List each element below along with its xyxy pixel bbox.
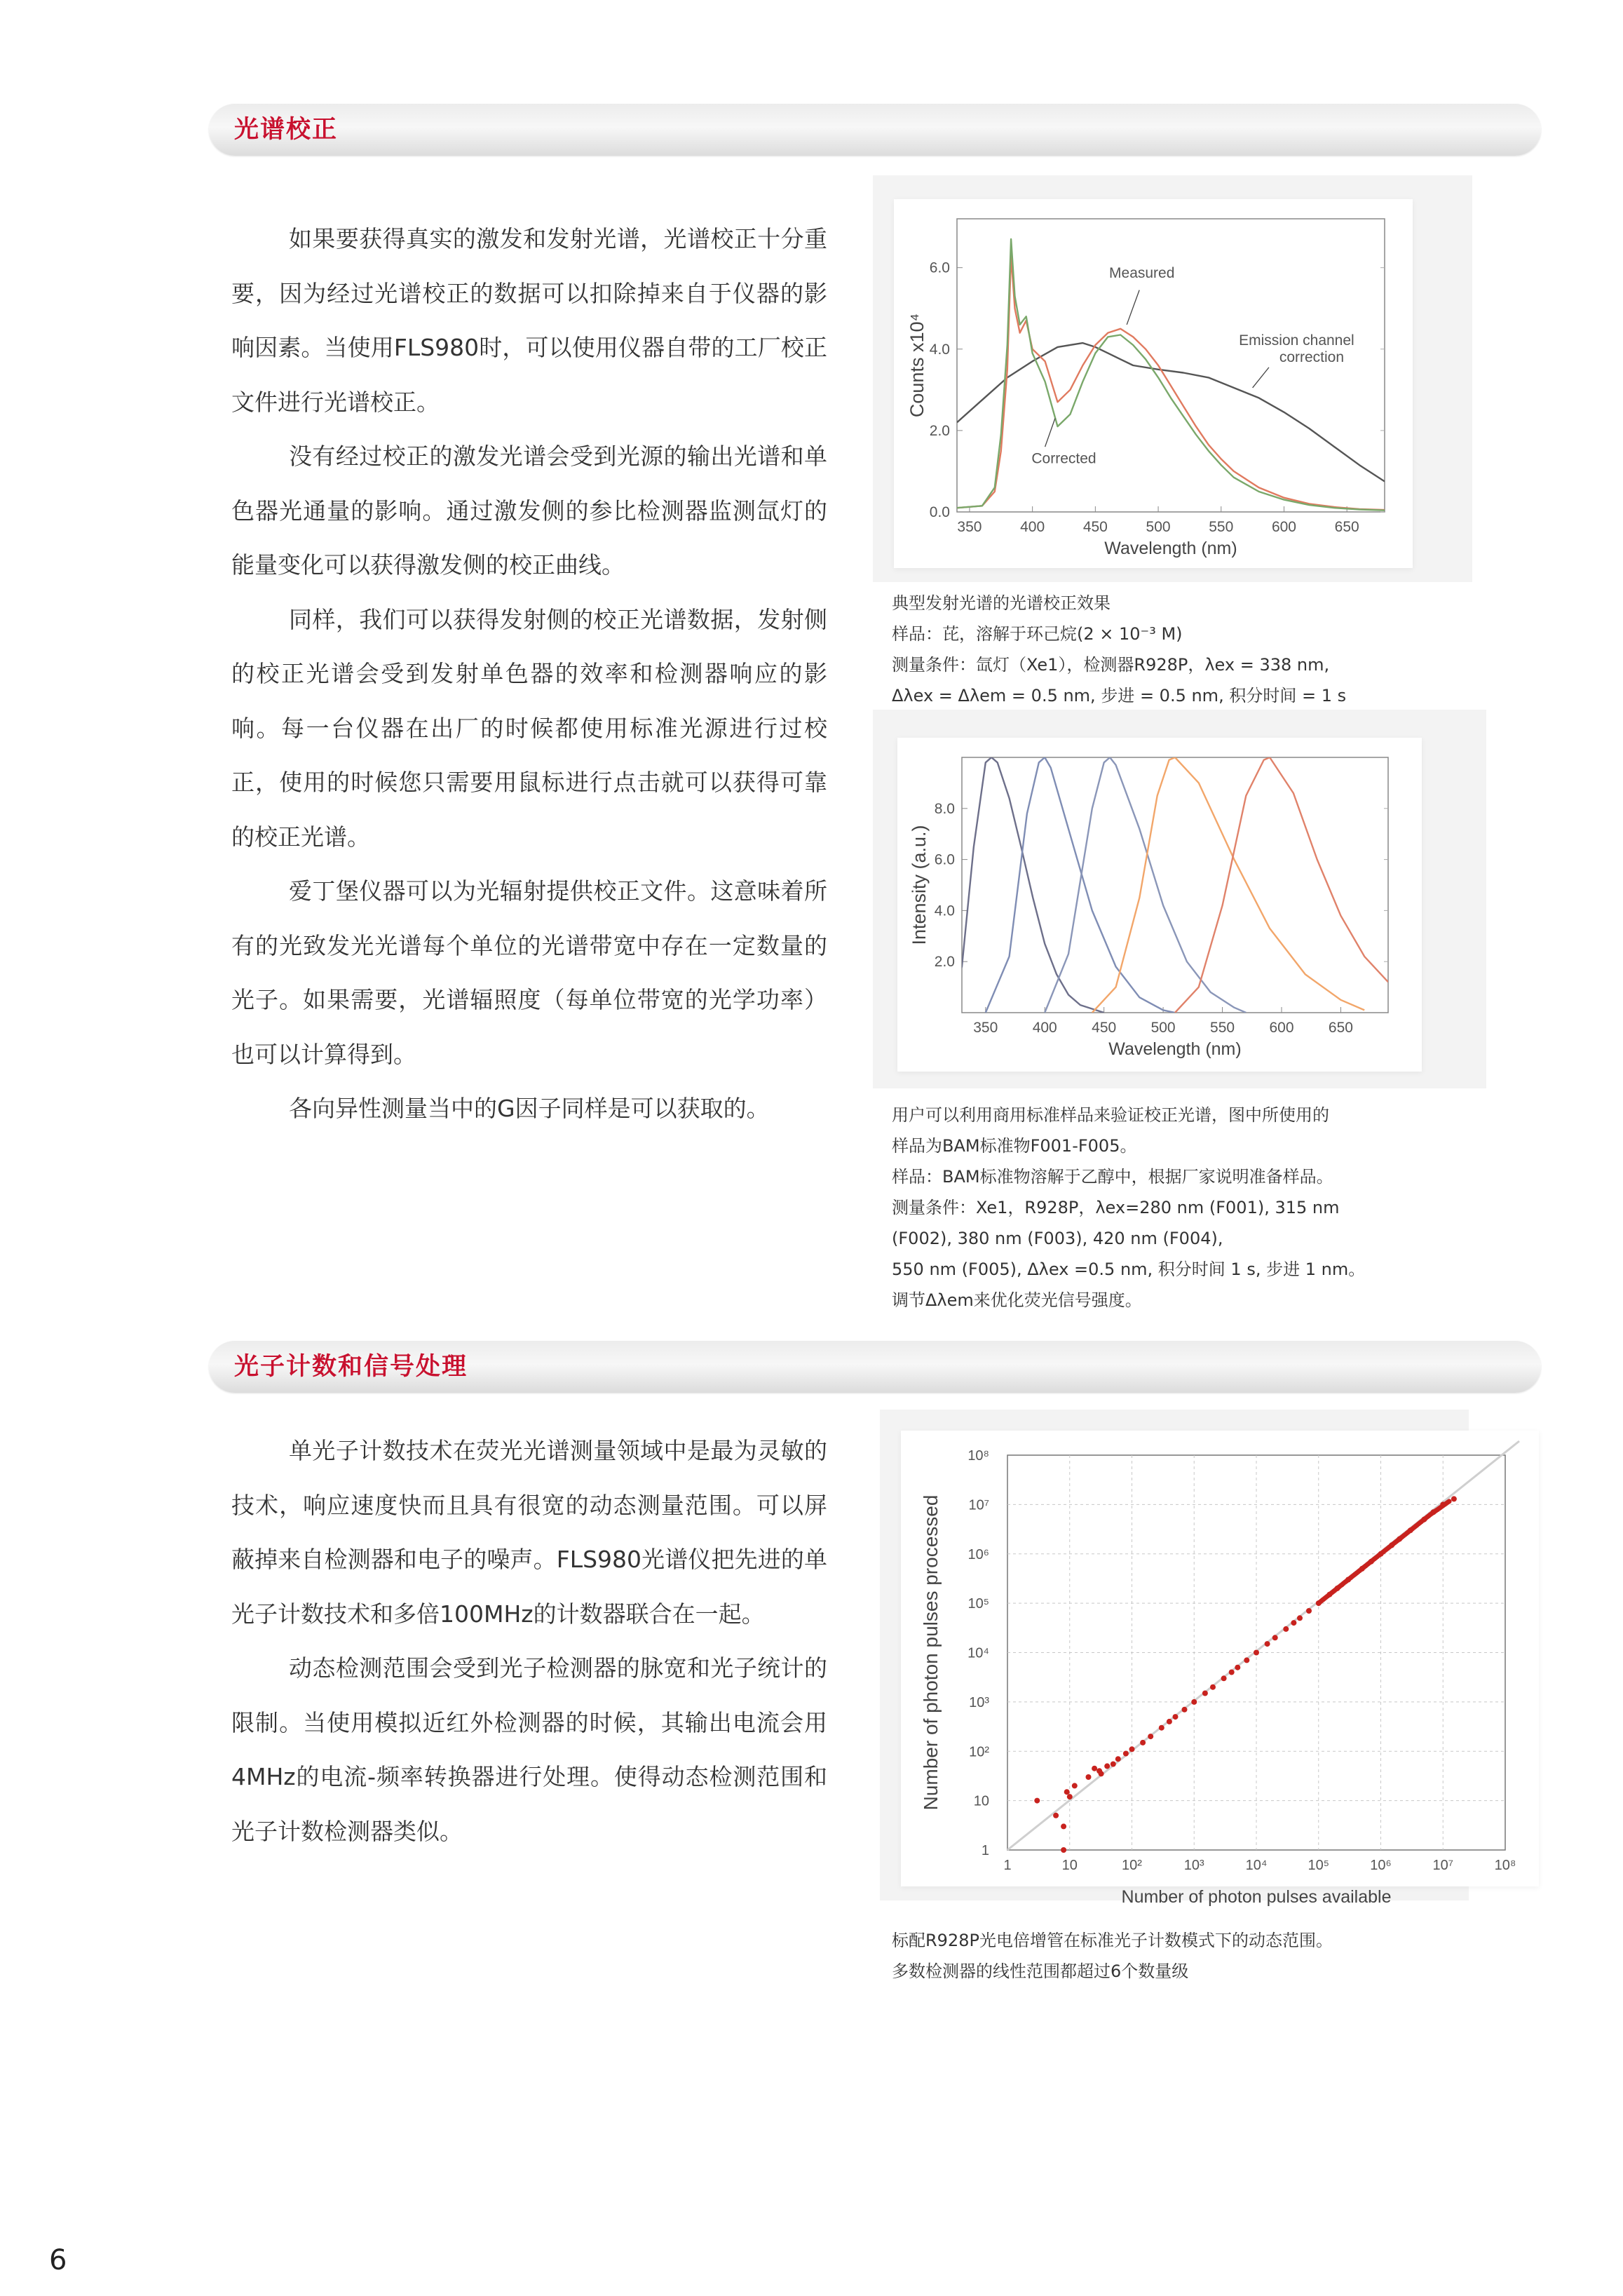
- data-point: [1053, 1813, 1059, 1818]
- caption-line: (F002), 380 nm (F003), 420 nm (F004),: [892, 1229, 1223, 1248]
- series-line-f003: [1045, 757, 1246, 1013]
- section-title: 光谱校正: [234, 116, 339, 144]
- data-point: [1072, 1783, 1078, 1788]
- x-tick-label: 600: [1271, 519, 1296, 535]
- data-point: [1210, 1684, 1216, 1690]
- data-point: [1140, 1740, 1146, 1745]
- chart1-svg: [894, 199, 1413, 568]
- x-tick-label: 10⁶: [1370, 1858, 1392, 1873]
- data-point: [1086, 1774, 1092, 1780]
- paragraph: 如果要获得真实的激发和发射光谱，光谱校正十分重要，因为经过光谱校正的数据可以扣除掉来自于仪器的影响因素。当使用FLS980时，可以使用仪器自带的工厂校正文件进行光谱校正。: [231, 225, 827, 416]
- data-point: [1061, 1823, 1066, 1829]
- y-tick-label: 10²: [969, 1744, 989, 1760]
- caption-line: 样品：芘，溶解于环己烷(2 × 10⁻³ M): [892, 624, 1183, 644]
- figure1-caption: [892, 588, 1474, 711]
- caption-line: 样品：BAM标准物溶解于乙醇中，根据厂家说明准备样品。: [892, 1167, 1333, 1187]
- data-point: [1064, 1789, 1070, 1795]
- data-point: [1034, 1798, 1040, 1804]
- data-point: [1229, 1670, 1235, 1675]
- section-header-photon-counting: [209, 1341, 1541, 1393]
- x-tick-label: 450: [1092, 1020, 1117, 1036]
- paragraph: 同样，我们可以获得发射侧的校正光谱数据，发射侧的校正光谱会受到发射单色器的效率和检测器响应的影响。每一台仪器在出厂的时候都使用标准光源进行过校正，使用的时候您只需要用鼠标进行点击就可以获得可靠的校正光谱。: [231, 605, 827, 851]
- x-tick-label: 500: [1146, 519, 1171, 535]
- section1-body: [231, 212, 827, 1136]
- y-tick-label: 1: [981, 1843, 989, 1858]
- data-point: [1297, 1615, 1303, 1621]
- x-tick-label: 650: [1328, 1020, 1353, 1036]
- data-point: [1129, 1746, 1135, 1752]
- data-point: [1244, 1657, 1249, 1663]
- series-line-f004: [1092, 757, 1364, 1013]
- data-point: [1115, 1756, 1121, 1762]
- figure1-chart: [894, 199, 1413, 568]
- y-tick-label: 2.0: [929, 422, 950, 439]
- data-point: [1099, 1771, 1104, 1776]
- plot-frame: [962, 757, 1388, 1013]
- data-point: [1104, 1763, 1110, 1769]
- x-tick-label: 400: [1020, 519, 1045, 535]
- data-point: [1291, 1620, 1296, 1626]
- chart3-svg: [901, 1431, 1539, 1907]
- x-tick-label: 400: [1032, 1020, 1057, 1036]
- paragraph: 单光子计数技术在荧光光谱测量领域中是最为灵敏的技术，响应速度快而且具有很宽的动态测量范围。可以屏蔽掉来自检测器和电子的噪声。FLS980光谱仪把先进的单光子计数技术和多倍100MHz的计数器联合在一起。: [231, 1437, 827, 1628]
- figure3-chart: [901, 1431, 1539, 1907]
- annotation-corrected: Corrected: [1031, 450, 1096, 467]
- figure3-caption: [892, 1925, 1474, 1987]
- paragraph: 各向异性测量当中的G因子同样是可以获取的。: [289, 1095, 770, 1122]
- data-point: [1159, 1725, 1164, 1731]
- annotation-pointer: [1045, 418, 1055, 447]
- x-tick-label: 450: [1082, 519, 1108, 535]
- data-point: [1067, 1794, 1073, 1799]
- y-tick-label: 6.0: [934, 851, 955, 868]
- data-point: [1202, 1691, 1208, 1696]
- y-tick-label: 10: [973, 1793, 989, 1809]
- x-axis-label: Wavelength (nm): [1108, 1039, 1242, 1059]
- figure2-caption: [892, 1100, 1474, 1316]
- x-tick-label: 10⁷: [1432, 1858, 1453, 1873]
- x-tick-label: 10⁸: [1494, 1858, 1516, 1873]
- caption-line: 多数检测器的线性范围都超过6个数量级: [892, 1961, 1189, 1981]
- y-axis-label: Intensity (a.u.): [909, 825, 930, 945]
- y-tick-label: 4.0: [929, 341, 950, 358]
- data-point: [1447, 1499, 1452, 1504]
- annotation-measured: Measured: [1109, 265, 1175, 282]
- section-header-spectral-correction: [209, 104, 1541, 156]
- series-line-measured: [957, 255, 1385, 510]
- data-point: [1451, 1496, 1457, 1501]
- annotation-pointer: [1127, 290, 1139, 325]
- x-tick-label: 10⁵: [1308, 1858, 1330, 1873]
- caption-line: 样品为BAM标准物F001-F005。: [892, 1136, 1137, 1156]
- x-tick-label: 10: [1061, 1858, 1078, 1873]
- data-point: [1221, 1675, 1227, 1681]
- caption-line: Δλex = Δλem = 0.5 nm, 步进 = 0.5 nm, 积分时间 = 1 s: [892, 686, 1347, 705]
- y-axis-label: Number of photon pulses processed: [920, 1494, 942, 1811]
- x-tick-label: 350: [973, 1020, 998, 1036]
- x-tick-label: 550: [1210, 1020, 1235, 1036]
- caption-line: 测量条件：Xe1，R928P，λex=280 nm (F001), 315 nm: [892, 1198, 1340, 1217]
- data-point: [1235, 1665, 1240, 1670]
- data-point: [1306, 1608, 1312, 1614]
- page-number: 6: [49, 2244, 67, 2276]
- paragraph: 爱丁堡仪器可以为光辐射提供校正文件。这意味着所有的光致发光光谱每个单位的光谱带宽中存在一定数量的光子。如果需要，光谱辐照度（每单位带宽的光学功率）也可以计算得到。: [231, 877, 827, 1068]
- x-tick-label: 650: [1334, 519, 1359, 535]
- x-tick-label: 350: [957, 519, 982, 535]
- data-point: [1111, 1762, 1116, 1767]
- data-point: [1092, 1766, 1097, 1771]
- x-tick-label: 1: [1003, 1858, 1012, 1873]
- plot-frame: [957, 219, 1385, 512]
- y-tick-label: 10³: [969, 1694, 989, 1710]
- y-tick-label: 4.0: [934, 903, 955, 919]
- y-tick-label: 10⁷: [968, 1497, 989, 1513]
- data-point: [1167, 1719, 1172, 1724]
- y-tick-label: 0.0: [929, 504, 950, 520]
- x-axis-label: Number of photon pulses available: [1121, 1887, 1392, 1907]
- x-axis-label: Wavelength (nm): [1104, 539, 1237, 558]
- paragraph: 动态检测范围会受到光子检测器的脉宽和光子统计的限制。当使用模拟近红外检测器的时候，其输出电流会用4MHz的电流-频率转换器进行处理。使得动态检测范围和光子计数检测器类似。: [231, 1654, 827, 1845]
- y-tick-label: 2.0: [934, 954, 955, 971]
- data-point: [1191, 1699, 1197, 1705]
- caption-line: 测量条件：氙灯（Xe1），检测器R928P，λex = 338 nm,: [892, 655, 1330, 675]
- figure2-chart: [897, 738, 1422, 1072]
- section-title: 光子计数和信号处理: [234, 1353, 468, 1381]
- x-tick-label: 600: [1269, 1020, 1294, 1036]
- caption-line: 用户可以利用商用标准样品来验证校正光谱，图中所使用的: [892, 1105, 1329, 1125]
- data-point: [1123, 1751, 1129, 1757]
- paragraph: 没有经过校正的激发光谱会受到光源的输出光谱和单色器光通量的影响。通过激发侧的参比检测器监测氙灯的能量变化可以获得激发侧的校正曲线。: [231, 443, 827, 579]
- annotation-pointer: [1253, 367, 1269, 388]
- y-axis-label: Counts x10⁴: [906, 313, 928, 418]
- caption-line: 典型发射光谱的光谱校正效果: [892, 593, 1111, 613]
- x-tick-label: 10⁴: [1245, 1858, 1268, 1873]
- x-tick-label: 10²: [1122, 1858, 1142, 1873]
- x-tick-label: 10³: [1183, 1858, 1204, 1873]
- y-tick-label: 6.0: [929, 259, 950, 276]
- y-tick-label: 10⁶: [967, 1546, 989, 1562]
- caption-line: 调节Δλem来优化荧光信号强度。: [892, 1290, 1142, 1310]
- data-point: [1061, 1847, 1066, 1853]
- section2-body: [231, 1424, 827, 1858]
- data-point: [1173, 1714, 1179, 1720]
- y-tick-label: 10⁵: [967, 1596, 989, 1612]
- y-tick-label: 8.0: [934, 800, 955, 817]
- y-tick-label: 10⁸: [967, 1448, 989, 1464]
- y-tick-label: 10⁴: [967, 1645, 989, 1661]
- data-point: [1272, 1635, 1278, 1640]
- data-point: [1265, 1641, 1270, 1647]
- chart2-svg: [897, 738, 1422, 1072]
- caption-line: 标配R928P光电倍增管在标准光子计数模式下的动态范围。: [892, 1931, 1333, 1950]
- data-point: [1148, 1734, 1153, 1739]
- series-line-f005: [1175, 757, 1388, 1013]
- data-point: [1254, 1650, 1259, 1656]
- annotation-emission-correction: Emission channel correction: [1239, 332, 1354, 365]
- data-point: [1283, 1626, 1289, 1632]
- caption-line: 550 nm (F005), Δλex =0.5 nm, 积分时间 1 s, 步进 1 nm。: [892, 1260, 1366, 1279]
- x-tick-label: 550: [1209, 519, 1234, 535]
- x-tick-label: 500: [1150, 1020, 1176, 1036]
- data-point: [1182, 1707, 1188, 1713]
